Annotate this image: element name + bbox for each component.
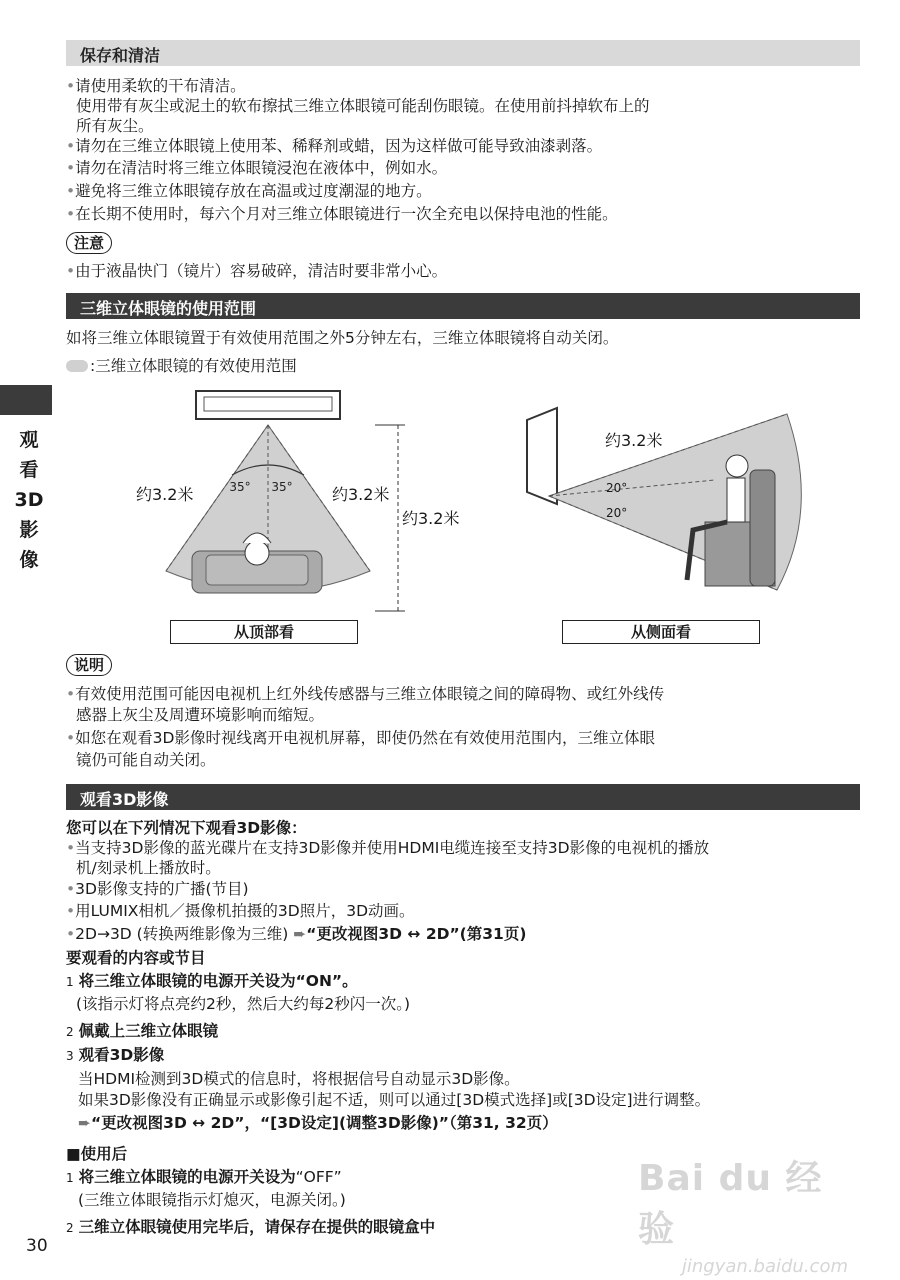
- bullet-dot-icon: •: [66, 925, 76, 943]
- can-view-heading: 您可以在下列情况下观看3D影像：: [66, 819, 307, 837]
- step-3-detail: 如果3D影像没有正确显示或影像引起不适，则可以通过[3D模式选择]或[3D设定]进行调整。: [78, 1091, 711, 1109]
- right-arrow-icon: ➨: [78, 1114, 91, 1132]
- section-header-storage: [66, 40, 860, 66]
- side-tab-label: 观 看 3D 影 像: [14, 429, 44, 571]
- content-heading: 要观看的内容或节目: [66, 949, 206, 967]
- list-item: •请勿在三维立体眼镜上使用苯、稀释剂或蜡，因为这样做可能导致油漆剥落。: [66, 137, 603, 155]
- bullet-dot-icon: •: [66, 77, 76, 95]
- note-badge: 说明: [66, 654, 112, 676]
- side-view-caption: 从侧面看: [562, 620, 760, 644]
- section-title: 保存和清洁: [80, 46, 161, 65]
- top-right-distance: 约3.2米: [332, 485, 390, 504]
- list-item: 所有灰尘。: [76, 117, 154, 135]
- angle-right-label: 35°: [271, 480, 293, 494]
- after-step-2: 2 三维立体眼镜使用完毕后，请保存在提供的眼镜盒中: [66, 1218, 436, 1236]
- bullet-dot-icon: •: [66, 729, 76, 747]
- list-item: •在长期不使用时，每六个月对三维立体眼镜进行一次全充电以保持电池的性能。: [66, 205, 618, 223]
- bullet-dot-icon: •: [66, 262, 76, 280]
- step-1-detail: (该指示灯将点亮约2秒，然后大约每2秒闪一次。): [76, 995, 411, 1013]
- bullet-dot-icon: •: [66, 137, 76, 155]
- side-distance: 约3.2米: [605, 431, 663, 450]
- viewer-side-icon: [726, 455, 748, 477]
- after-step-1-detail: (三维立体眼镜指示灯熄灭，电源关闭。): [78, 1191, 346, 1209]
- list-item: •如您在观看3D影像时视线离开电视机屏幕，即使仍然在有效使用范围内，三维立体眼: [66, 729, 655, 747]
- bullet-dot-icon: •: [66, 880, 76, 898]
- list-item: •有效使用范围可能因电视机上红外线传感器与三维立体眼镜之间的障碍物、或红外线传: [66, 685, 665, 703]
- step-3-detail: 当HDMI检测到3D模式的信息时，将根据信号自动显示3D影像。: [78, 1070, 520, 1088]
- side-view-diagram: [515, 400, 815, 610]
- step-3: 3 观看3D影像: [66, 1046, 165, 1064]
- section-header-viewing: [66, 784, 860, 810]
- viewer-icon: [245, 541, 269, 565]
- list-item: 感器上灰尘及周遭环境影响而缩短。: [76, 706, 325, 724]
- list-item: •请勿在清洁时将三维立体眼镜浸泡在液体中，例如水。: [66, 159, 448, 177]
- bullet-dot-icon: •: [66, 685, 76, 703]
- step-2: 2 佩戴上三维立体眼镜: [66, 1022, 219, 1040]
- top-left-distance: 约3.2米: [136, 485, 194, 504]
- bullet-dot-icon: •: [66, 205, 76, 223]
- list-item: •请使用柔软的干布清洁。: [66, 77, 246, 95]
- side-angle-bottom: 20°: [606, 506, 628, 520]
- caution-badge: 注意: [66, 232, 112, 254]
- top-depth-distance: 约3.2米: [402, 509, 460, 528]
- side-tab-marker: [0, 385, 52, 415]
- bullet-dot-icon: •: [66, 902, 76, 920]
- section-header-range: [66, 293, 860, 319]
- cross-reference-link[interactable]: “更改视图3D ↔ 2D”(第31页): [306, 925, 527, 943]
- list-item: 机/刻录机上播放时。: [76, 859, 221, 877]
- caution-text: •由于液晶快门（镜片）容易破碎，清洁时要非常小心。: [66, 262, 448, 280]
- list-item: 镜仍可能自动关闭。: [76, 751, 216, 769]
- watermark-brand: Bai du 经验: [638, 1158, 823, 1250]
- range-legend-swatch: [66, 360, 88, 372]
- range-intro: 如将三维立体眼镜置于有效使用范围之外5分钟左右，三维立体眼镜将自动关闭。: [66, 329, 619, 347]
- top-view-diagram: [120, 385, 450, 625]
- list-item: •当支持3D影像的蓝光碟片在支持3D影像并使用HDMI电缆连接至支持3D影像的电视机的播放: [66, 839, 710, 857]
- top-view-caption: 从顶部看: [170, 620, 358, 644]
- list-item: •用LUMIX相机／摄像机拍摄的3D照片，3D动画。: [66, 902, 415, 920]
- bullet-dot-icon: •: [66, 839, 76, 857]
- section-title: 观看3D影像: [80, 790, 169, 809]
- side-angle-top: 20°: [606, 481, 628, 495]
- right-arrow-icon: ➨: [293, 925, 307, 943]
- list-item: •避免将三维立体眼镜存放在高温或过度潮湿的地方。: [66, 182, 432, 200]
- tv-side-icon: [527, 408, 557, 504]
- section-title: 三维立体眼镜的使用范围: [80, 299, 257, 318]
- list-item: •2D→3D (转换两维影像为三维) ➨“更改视图3D ↔ 2D”(第31页): [66, 925, 527, 943]
- bullet-dot-icon: •: [66, 182, 76, 200]
- cross-reference-link[interactable]: “更改视图3D ↔ 2D”，“[3D设定](调整3D影像)”（第31, 32页）: [91, 1114, 558, 1132]
- list-item: •3D影像支持的广播(节目): [66, 880, 249, 898]
- angle-left-label: 35°: [229, 480, 251, 494]
- watermark: [638, 1150, 848, 1277]
- after-step-1: 1 将三维立体眼镜的电源开关设为“OFF”: [66, 1168, 342, 1186]
- bullet-dot-icon: •: [66, 159, 76, 177]
- page-number: 30: [26, 1236, 48, 1256]
- after-use-heading: ■使用后: [66, 1145, 128, 1163]
- step-1: 1 将三维立体眼镜的电源开关设为“ON”。: [66, 972, 358, 990]
- range-legend: :三维立体眼镜的有效使用范围: [90, 357, 297, 375]
- step-3-reference: [78, 1113, 558, 1133]
- list-item: 使用带有灰尘或泥土的软布擦拭三维立体眼镜可能刮伤眼镜。在使用前抖掉软布上的: [76, 97, 650, 115]
- watermark-url: jingyan.baidu.com: [681, 1256, 848, 1277]
